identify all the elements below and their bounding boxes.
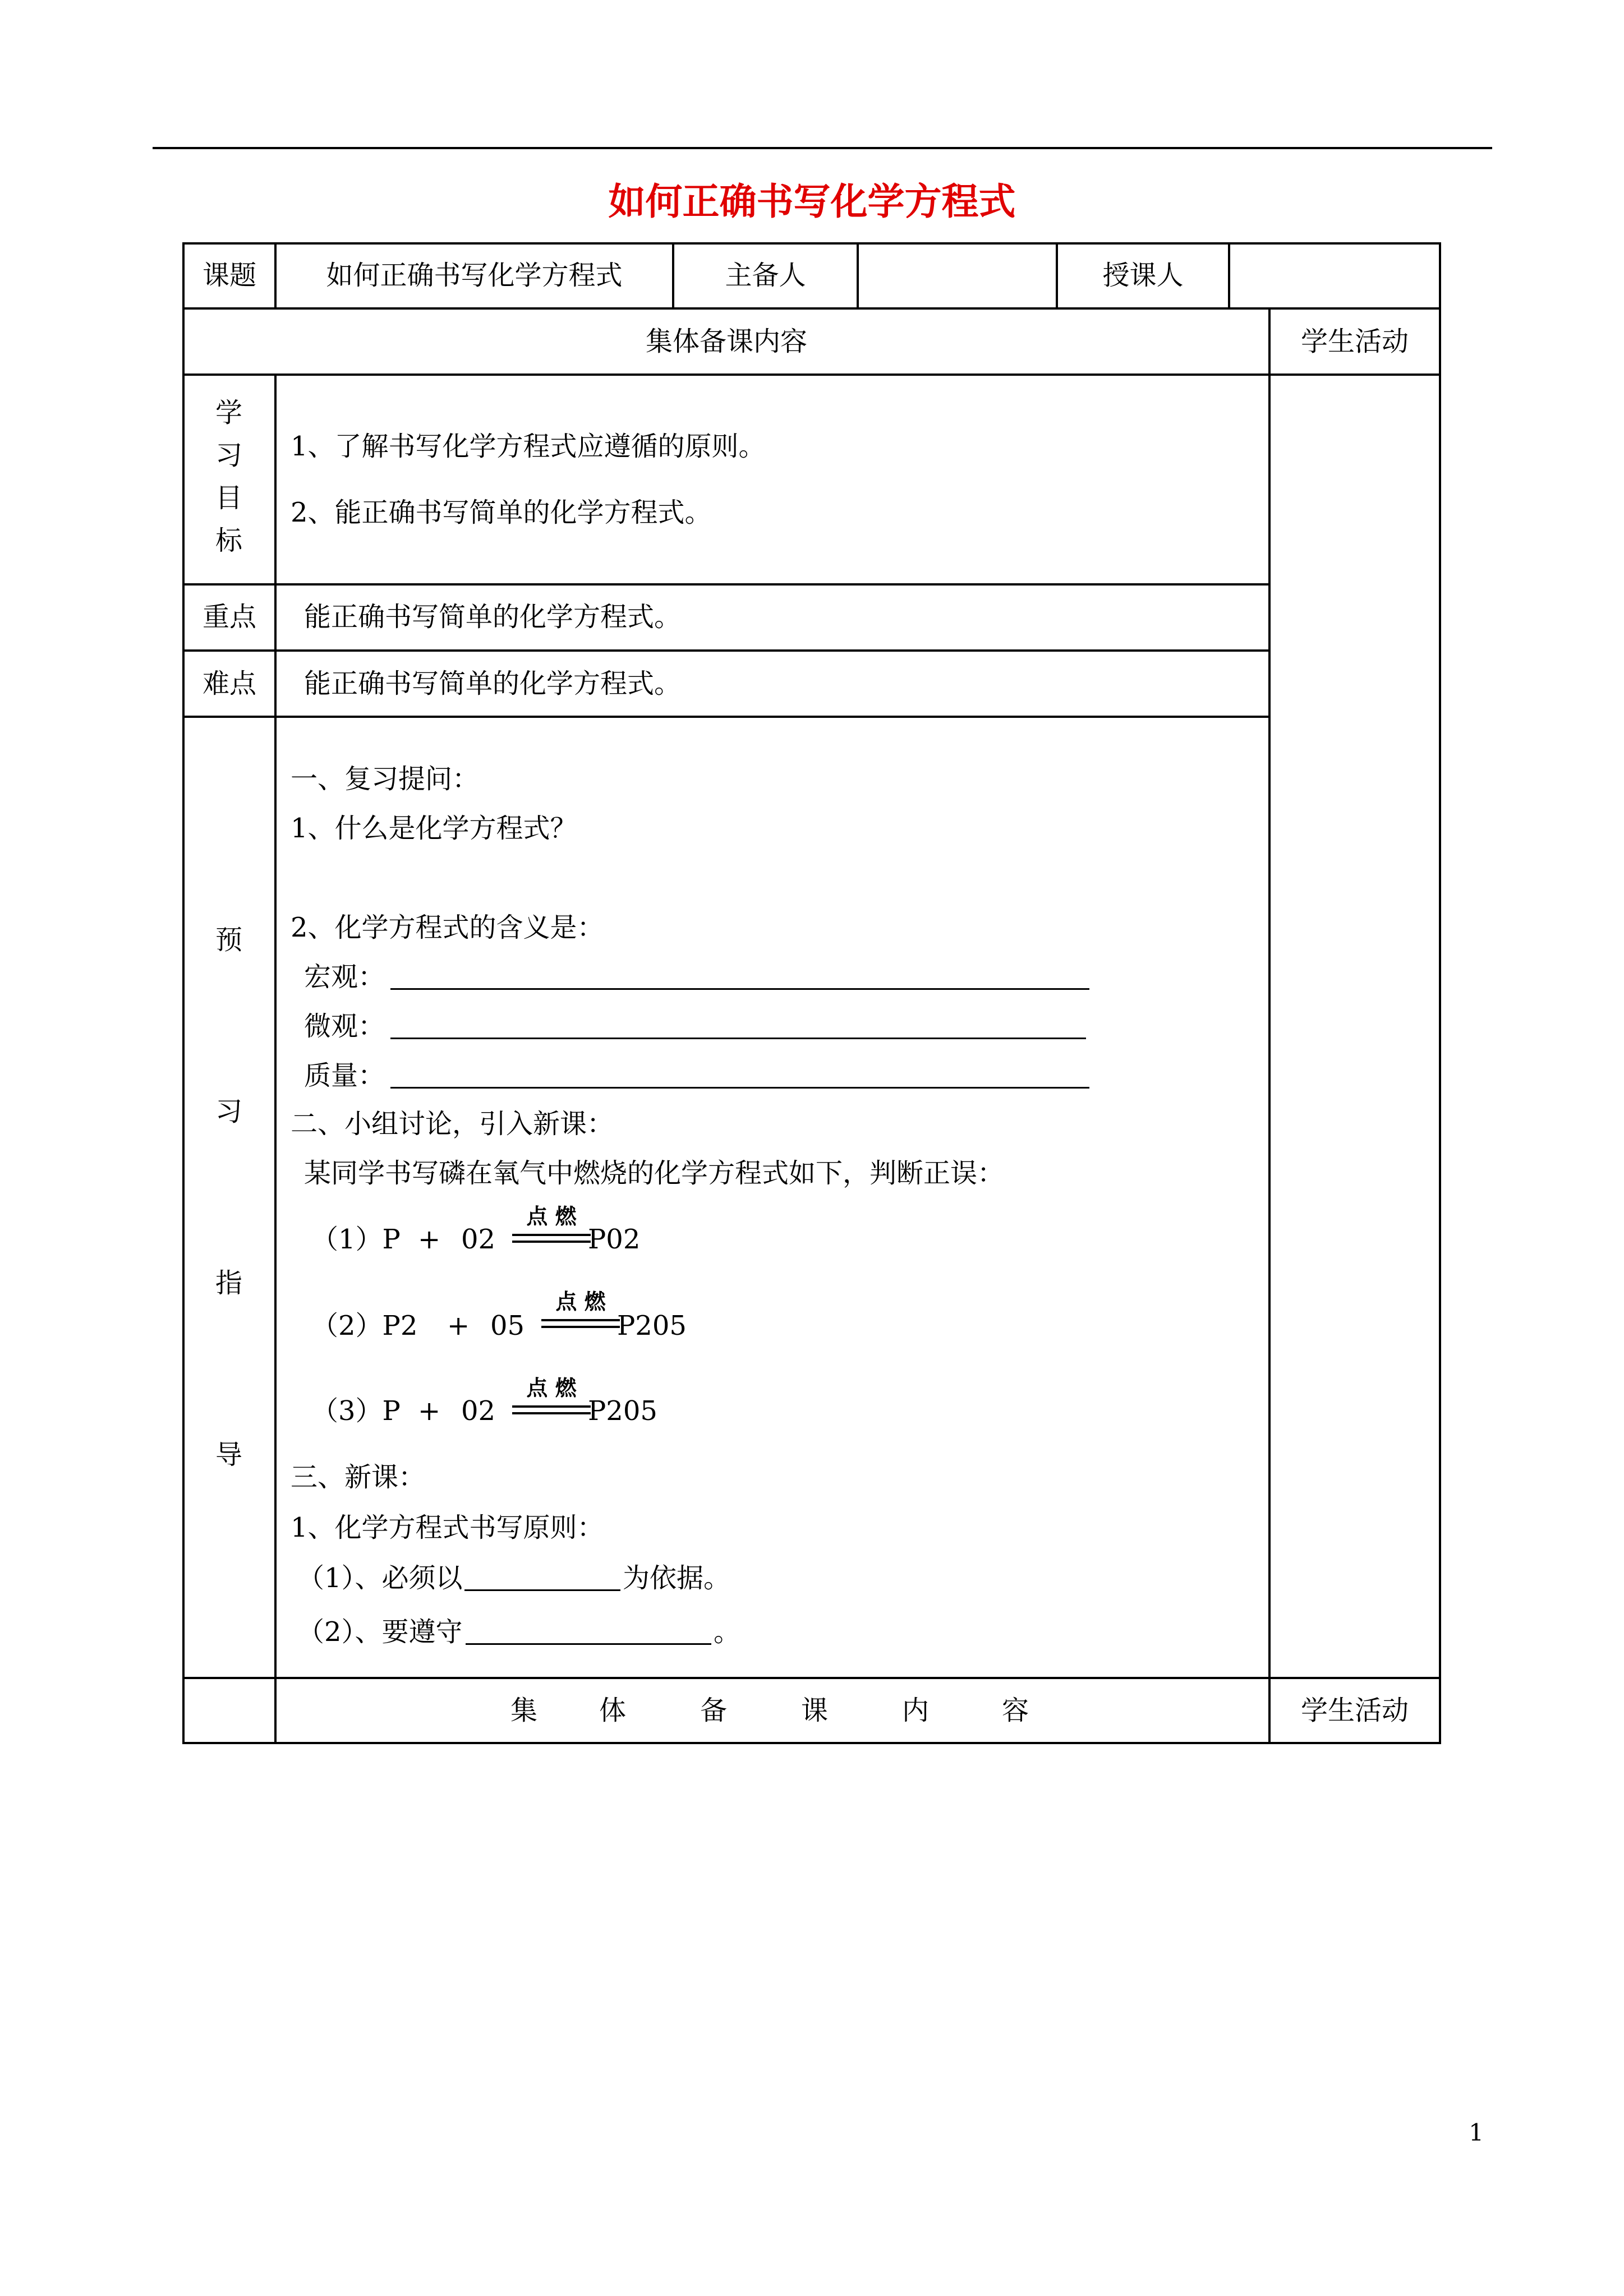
footer-content-char: 课 — [801, 1695, 829, 1726]
col-divider — [1268, 307, 1271, 1744]
rule-2-blank — [466, 1643, 711, 1645]
row-divider — [182, 374, 1441, 376]
footer-activity-header: 学生活动 — [1300, 1695, 1409, 1726]
equation-product: P205 — [617, 1310, 687, 1341]
equation-plus: + — [418, 1395, 441, 1427]
ignition-condition — [541, 1291, 620, 1331]
objectives-label-char: 学 — [215, 397, 243, 428]
top-rule — [153, 147, 1492, 149]
content-header: 集体备课内容 — [645, 326, 807, 357]
footer-content-char: 集 — [510, 1695, 538, 1726]
macro-label: 宏观： — [304, 961, 385, 993]
discussion-heading: 二、小组讨论，引入新课： — [291, 1108, 614, 1140]
new-lesson-heading: 三、新课： — [291, 1461, 426, 1493]
equation-number: （1）P — [311, 1224, 401, 1255]
equation-number: （2）P2 — [311, 1310, 418, 1341]
difficulty-text: 能正确书写简单的化学方程式。 — [304, 668, 682, 699]
table-border-left — [182, 242, 185, 1744]
ignition-condition — [512, 1206, 591, 1246]
row-divider — [182, 583, 1270, 585]
guide-label-char: 导 — [215, 1439, 243, 1470]
footer-content-char: 内 — [902, 1695, 930, 1726]
footer-content-char: 容 — [1002, 1695, 1029, 1726]
footer-content-char: 体 — [599, 1695, 627, 1726]
objectives-label-char: 标 — [215, 525, 243, 556]
row-divider — [182, 649, 1270, 652]
equation-plus: + — [447, 1310, 470, 1341]
objectives-label-char: 目 — [215, 482, 243, 514]
activity-header: 学生活动 — [1300, 326, 1409, 357]
equation-product: P205 — [588, 1395, 657, 1427]
equation-plus: + — [418, 1224, 441, 1255]
question-1: 1、什么是化学方程式？ — [291, 813, 577, 844]
table-border-bottom — [182, 1742, 1441, 1744]
micro-label: 微观： — [304, 1011, 385, 1042]
rule-1-suffix: 为依据。 — [623, 1562, 731, 1594]
page-title: 如何正确书写化学方程式 — [608, 180, 1016, 223]
col-divider — [1228, 242, 1230, 308]
principle-heading: 1、化学方程式书写原则： — [291, 1512, 604, 1543]
guide-label-char: 预 — [215, 924, 243, 956]
topic-value: 如何正确书写化学方程式 — [326, 260, 623, 291]
discussion-text: 某同学书写磷在氧气中燃烧的化学方程式如下，判断正误： — [304, 1158, 1005, 1189]
equation-product: P02 — [588, 1224, 641, 1255]
table-border-top — [182, 242, 1441, 245]
equation-reactant: 02 — [461, 1224, 496, 1255]
rule-1-prefix: （1）、必须以 — [297, 1562, 463, 1594]
row-divider — [182, 716, 1270, 718]
guide-label-char: 指 — [215, 1267, 243, 1299]
row-divider — [182, 307, 1441, 310]
page-number: 1 — [1469, 2119, 1484, 2146]
rule-2-suffix: 。 — [714, 1616, 741, 1648]
ignition-label: 点 燃 — [526, 1204, 577, 1229]
key-point-label: 重点 — [202, 601, 256, 633]
equation-number: （3）P — [311, 1395, 401, 1427]
rule-2-prefix: （2）、要遵守 — [297, 1616, 463, 1648]
equation-reactant: 05 — [490, 1310, 525, 1341]
key-point-text: 能正确书写简单的化学方程式。 — [304, 601, 682, 633]
difficulty-label: 难点 — [202, 668, 256, 699]
teacher-label: 授课人 — [1102, 260, 1184, 291]
review-heading: 一、复习提问： — [291, 763, 480, 795]
question-2: 2、化学方程式的含义是： — [291, 912, 604, 943]
rule-1-blank — [464, 1589, 620, 1591]
objective-item: 1、了解书写化学方程式应遵循的原则。 — [291, 431, 766, 462]
topic-label: 课题 — [202, 260, 256, 291]
ignition-label: 点 燃 — [555, 1289, 606, 1314]
footer-content-char: 备 — [700, 1695, 728, 1726]
objectives-label-char: 习 — [215, 440, 243, 471]
equation-reactant: 02 — [461, 1395, 496, 1427]
mass-blank — [390, 1087, 1089, 1089]
table-border-right — [1439, 242, 1441, 1744]
mass-label: 质量： — [304, 1060, 385, 1091]
preparer-label: 主备人 — [725, 260, 806, 291]
guide-label-char: 习 — [215, 1096, 243, 1127]
row-divider — [182, 1677, 1441, 1679]
macro-blank — [390, 988, 1089, 990]
col-divider — [274, 374, 277, 1744]
micro-blank — [390, 1038, 1086, 1039]
ignition-condition — [512, 1377, 591, 1418]
col-divider — [857, 242, 859, 308]
objective-item: 2、能正确书写简单的化学方程式。 — [291, 497, 712, 528]
ignition-label: 点 燃 — [526, 1376, 577, 1400]
